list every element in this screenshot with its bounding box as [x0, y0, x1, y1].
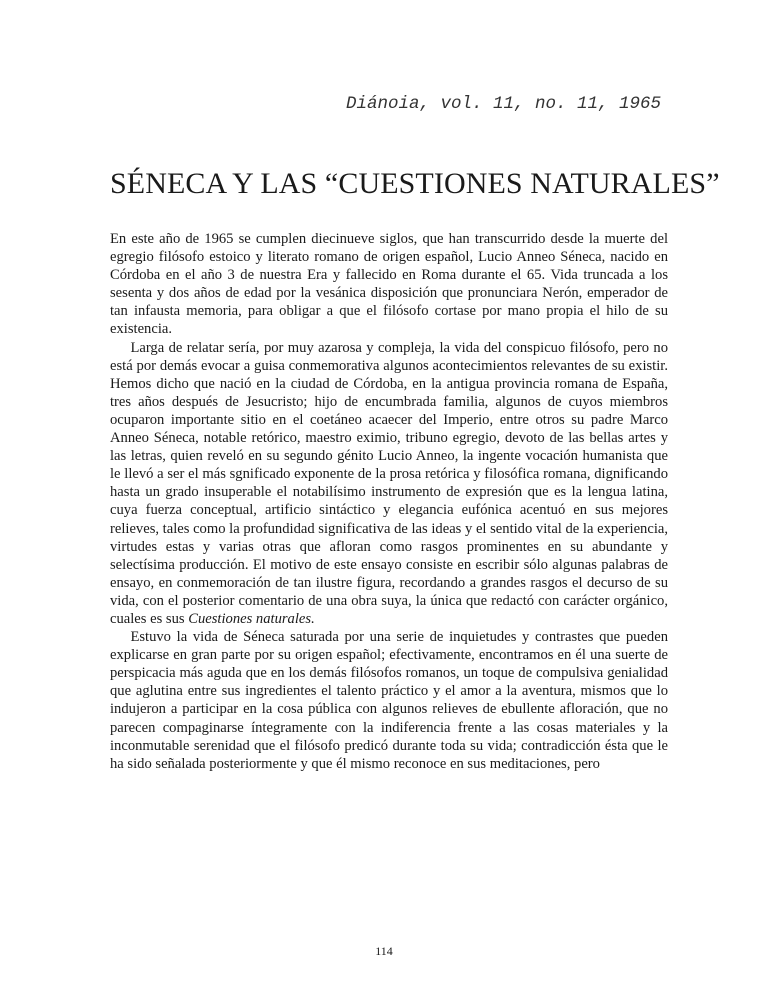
paragraph-3-text: Estuvo la vida de Séneca saturada por una serie de inquietudes y contrastes que pueden explicarse en gran parte por su origen español; efectivamente, encontramos en él una suerte de perspicacia más aguda que en los demás filósofos romanos, un toque de compulsiva genialidad que aglutina entre sus ingredientes el talento práctico y el amor a la aventura, mismos que lo indujeron a participar en la cosa pública con algunos relieves de ebullente afloración, que no parecen compaginarse íntegramente con la indiferencia frente a las cosas materiales y la inconmutable serenidad que el filósofo predicó durante toda su vida; contradicción ésta que le ha sido señalada posteriormente y que él mismo reconoce en sus meditaciones, pero: [110, 629, 668, 772]
article-body: [110, 230, 668, 773]
paragraph-3: [110, 628, 668, 773]
paragraph-1: [110, 230, 668, 339]
paragraph-1-text: En este año de 1965 se cumplen diecinueve siglos, que han transcurrido desde la muerte del egregio filósofo estoico y literato romano de origen español, Lucio Anneo Séneca, nacido en Córdoba en el año 3 de nuestra Era y fallecido en Roma durante el 65. Vida truncada a los sesenta y dos años de edad por la vesánica disposición que pronunciara Nerón, emperador de tan infausta memoria, para obligar a que el filósofo cortase por mano propia el hilo de su existencia.: [110, 231, 668, 338]
work-title-italic: Cuestiones naturales.: [188, 610, 315, 627]
journal-citation-header: Diánoia, vol. 11, no. 11, 1965: [345, 94, 661, 114]
article-title: SÉNECA Y LAS “CUESTIONES NATURALES”: [110, 167, 720, 200]
paragraph-2: [110, 339, 668, 629]
paragraph-2-text: Larga de relatar sería, por muy azarosa y compleja, la vida del conspicuo filósofo, pero no está por demás evocar a guisa conmemorativa algunos acontecimientos relevantes de su existir. Hemos dicho que nació en la ciudad de Córdoba, en la antigua provincia romana de España, tres años después de Jesucristo; hijo de encumbrada familia, algunos de cuyos miembros ocuparon importante sitio en el coetáneo acaecer del Imperio, entre otros su padre Marco Anneo Séneca, notable retórico, maestro eximio, tribuno egregio, devoto de las bellas artes y las letras, quien reveló en su segundo génito Lucio Anneo, la ingente vocación humanista que le llevó a ser el más sgnificado exponente de la prosa retórica y filosófica romana, dignificando hasta un grado insuperable el notabilísimo instrumento de expresión que es la lengua latina, cuya fuerza conceptual, artificio sintáctico y elegancia eufónica acentuó en sus mejores relieves, tales como la profundidad significativa de las ideas y el sentido vital de la experiencia, virtudes estas y varias otras que afloran como rasgos prominentes en su abundante y selectísima producción. El motivo de este ensayo consiste en escribir sólo algunas palabras de ensayo, en conmemoración de tan ilustre figura, recordando a grandes rasgos el decurso de su vida, con el posterior comentario de una obra suya, la única que redactó con carácter orgánico, cuales es sus: [110, 339, 669, 627]
page-number: 114: [375, 944, 393, 958]
